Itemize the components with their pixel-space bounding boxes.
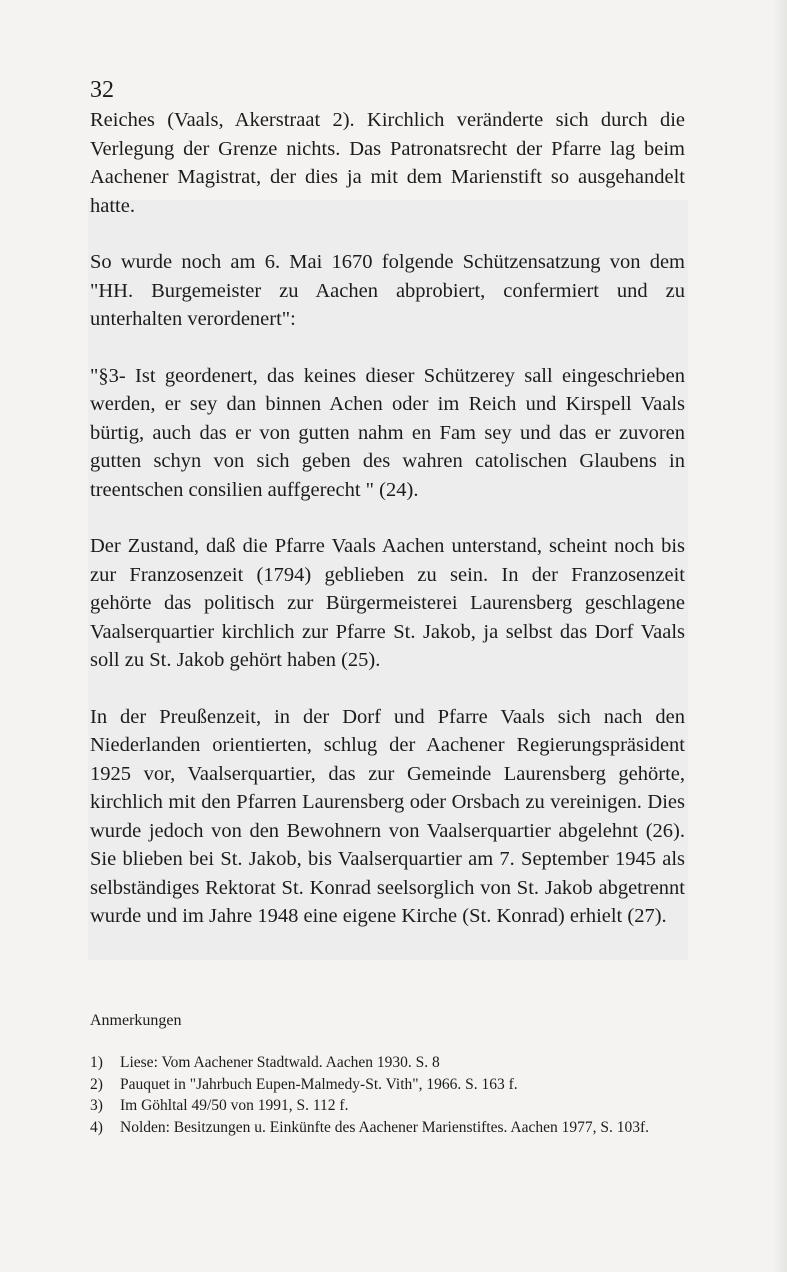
footnote-text: Im Göhltal 49/50 von 1991, S. 112 f. (120, 1097, 349, 1114)
footnotes-list (90, 1052, 685, 1138)
page-body (90, 74, 685, 959)
footnote-item (90, 1095, 685, 1117)
footnote-number: 3) (90, 1097, 103, 1114)
footnote-text: Liese: Vom Aachener Stadtwald. Aachen 1930. S. 8 (120, 1054, 440, 1071)
paragraph-5: In der Preußenzeit, in der Dorf und Pfarre Vaals sich nach den Niederlanden orientierten, schlug der Aachener Regierungspräsident 1925 vor, Vaalserquartier, das zur Gemeinde Laurensberg gehörte, kirchlich mit den Pfarren Laurensberg oder Orsbach zu vereinigen. Dies wurde jedoch von den Bewohnern von Vaalserquartier abgelehnt (26). Sie blieben bei St. Jakob, bis Vaalserquartier am 7. September 1945 als selbständiges Rektorat St. Konrad seelsorglich von St. Jakob abgetrennt wurde und im Jahre 1948 eine eigene Kirche (St. Konrad) erhielt (27). (90, 705, 685, 927)
paragraph-4: Der Zustand, daß die Pfarre Vaals Aachen unterstand, scheint noch bis zur Franzosenzeit (1794) geblieben zu sein. In der Franzosenzeit gehörte das politisch zur Bürgermeisterei Laurensberg geschlagene Vaalserquartier kirchlich zur Pfarre St. Jakob, ja selbst das Dorf Vaals soll zu St. Jakob gehört haben (25). (90, 535, 685, 671)
footnotes (90, 1010, 685, 1138)
paragraph-3-quote: "§3- Ist geordenert, das keines dieser Schützerey sall eingeschrieben werden, er sey dan binnen Achen oder im Reich und Kirspell Vaals bürtig, auch das er von gutten nahm en Fam sey und das er zuvoren gutten schyn von sich geben des wahren catolischen Glaubens in treentschen consilien auffgerecht " (24). (90, 364, 685, 501)
footnote-item (90, 1074, 685, 1096)
footnote-number: 2) (90, 1075, 103, 1093)
footnote-number: 1) (90, 1054, 103, 1071)
footnote-item (90, 1117, 685, 1139)
footnote-item (90, 1052, 685, 1074)
page-number: 32 (90, 77, 114, 103)
paragraph-1: Reiches (Vaals, Akerstraat 2). Kirchlich veränderte sich durch die Verlegung der Grenze nichts. Das Patronatsrecht der Pfarre lag beim Aachener Magistrat, der dies ja mit dem Marienstift so ausgehandelt hatte. (90, 109, 685, 217)
footnote-number: 4) (90, 1118, 103, 1136)
footnotes-heading: Anmerkungen (90, 1012, 182, 1029)
footnote-text: Pauquet in "Jahrbuch Eupen-Malmedy-St. Vith", 1966. S. 163 f. (120, 1075, 518, 1093)
paragraph-2: So wurde noch am 6. Mai 1670 folgende Schützensatzung von dem "HH. Burgemeister zu Aachen abprobiert, confermiert und zu unterhalten verordenert": (90, 251, 685, 330)
footnote-text: Nolden: Besitzungen u. Einkünfte des Aachener Marienstiftes. Aachen 1977, S. 103f. (120, 1118, 650, 1136)
page-edge-shadow (773, 0, 787, 1272)
